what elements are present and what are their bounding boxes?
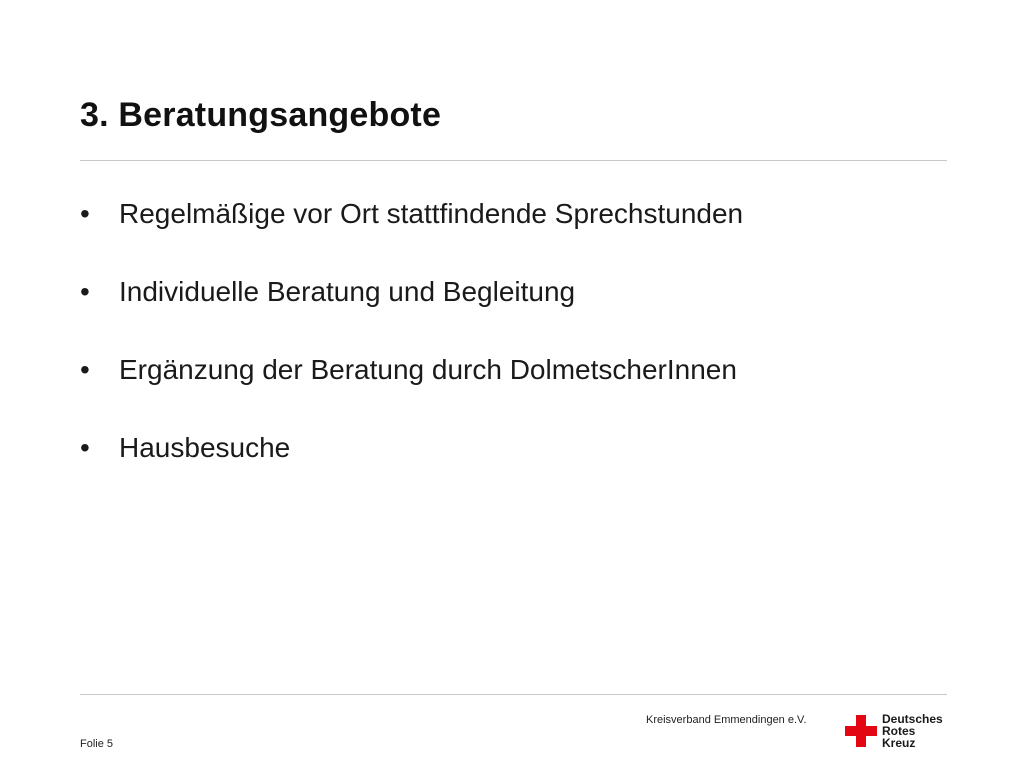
logo-line: Kreuz [882, 736, 916, 750]
bullet-text: Hausbesuche [119, 432, 291, 463]
title-divider [80, 160, 947, 161]
logo-line: Rotes [882, 724, 916, 738]
bullet-text: Individuelle Beratung und Begleitung [119, 276, 576, 307]
bullet-marker: • [80, 198, 90, 229]
bullet-text: Regelmäßige vor Ort stattfindende Sprechstunden [119, 198, 744, 229]
footer-divider [80, 694, 947, 695]
bullet-marker: • [80, 354, 90, 385]
bullet-text: Ergänzung der Beratung durch DolmetscherInnen [119, 354, 737, 385]
bullet-marker: • [80, 432, 90, 463]
slide-title: 3. Beratungsangebote [80, 96, 442, 134]
organization-name: Kreisverband Emmendingen e.V. [646, 714, 807, 726]
logo-line: Deutsches [882, 712, 943, 726]
logo-wordmark [882, 713, 943, 749]
red-cross-icon [845, 715, 877, 747]
bullet-marker: • [80, 276, 90, 307]
slide-number: Folie 5 [80, 738, 114, 750]
